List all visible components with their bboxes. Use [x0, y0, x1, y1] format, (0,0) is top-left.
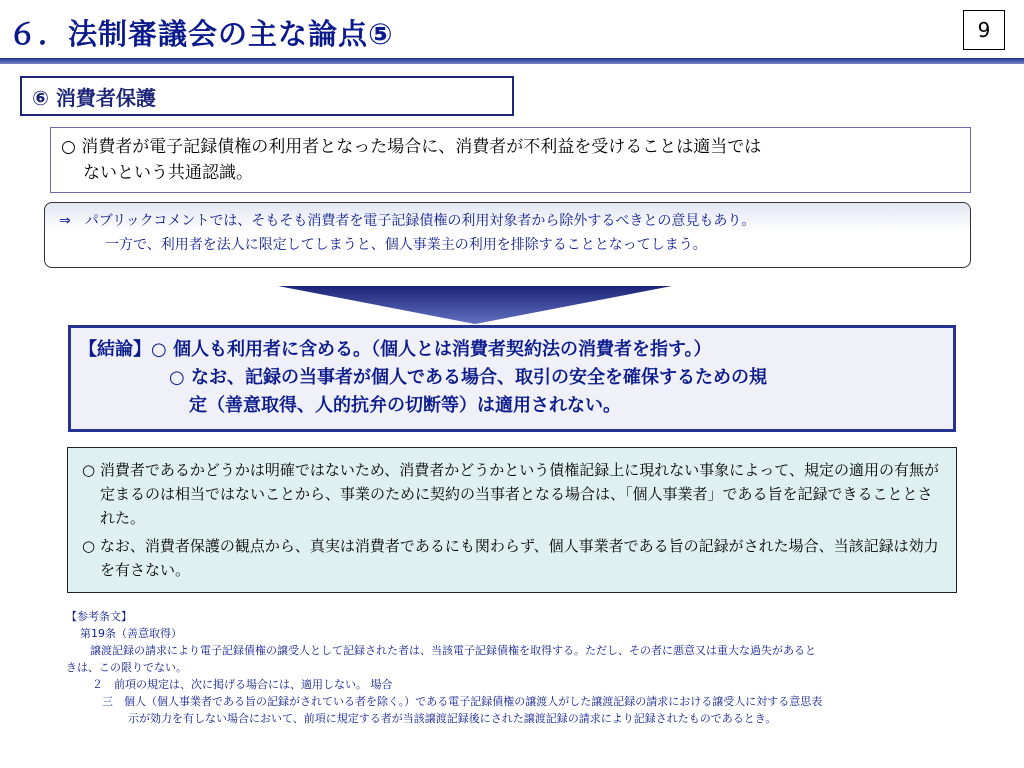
reference-body-2: きは、この限りでない。: [66, 661, 187, 674]
note-item: ○ なお、消費者保護の観点から、真実は消費者であるにも関わらず、個人事業者である旨の記録がされた場合、当該記録は効力を有さない。: [82, 537, 939, 579]
reference-body-1: 譲渡記録の請求により電子記録債権の譲受人として記録された者は、当該電子記録債権を取得する。ただし、その者に悪意又は重大な過失があると: [90, 644, 816, 657]
reference-item-3a: 三 個人（個人事業者である旨の記録がされている者を除く。）である電子記録債権の譲渡人がした譲渡記録の請求における譲受人に対する意思表: [102, 695, 823, 708]
note-item: ○ 消費者であるかどうかは明確ではないため、消費者かどうかという債権記録上に現れない事象によって、規定の適用の有無が定まるのは相当ではないことから、事業のために契約の当事者となる場合は、「個人事業者」である旨を記録できることとされた。: [82, 461, 939, 527]
public-comment-box: [44, 202, 971, 268]
conclusion-line-3: 定（善意取得、人的抗弁の切断等）は適用されない。: [189, 395, 621, 416]
page-number: 9: [963, 10, 1005, 50]
reference-paragraph-2: ２ 前項の規定は、次に掲げる場合には、適用しない。 場合: [92, 678, 393, 691]
reference-heading: 【参考条文】: [66, 610, 132, 623]
statement-box: [50, 127, 971, 193]
page-title: ６．法制審議会の主な論点⑤: [8, 17, 394, 51]
notes-box: [67, 447, 957, 593]
reference-article-title: 第19条（善意取得）: [80, 627, 182, 640]
title-divider: [0, 58, 1024, 64]
comment-line-2: 一方で、利用者を法人に限定してしまうと、個人事業主の利用を排除することとなってしまう。: [105, 237, 707, 253]
statement-line-2: ないという共通認識。: [83, 163, 253, 183]
down-arrow-icon: [278, 284, 672, 324]
reference-articles: [66, 608, 986, 727]
statement-line-1: ○ 消費者が電子記録債権の利用者となった場合に、消費者が不利益を受けることは適当では: [61, 137, 762, 157]
section-heading: ⑥ 消費者保護: [20, 76, 514, 116]
conclusion-line-2: ○ なお、記録の当事者が個人である場合、取引の安全を確保するための規: [169, 367, 767, 388]
reference-item-3b: 示が効力を有しない場合において、前項に規定する者が当該譲渡記録後にされた譲渡記録の請求により記録されたものであるとき。: [128, 712, 777, 725]
comment-line-1: ⇒ パブリックコメントでは、そもそも消費者を電子記録債権の利用対象者から除外するべきとの意見もあり。: [59, 213, 756, 229]
conclusion-box: [68, 325, 956, 432]
conclusion-line-1: 【結論】○ 個人も利用者に含める。（個人とは消費者契約法の消費者を指す。）: [79, 339, 712, 360]
